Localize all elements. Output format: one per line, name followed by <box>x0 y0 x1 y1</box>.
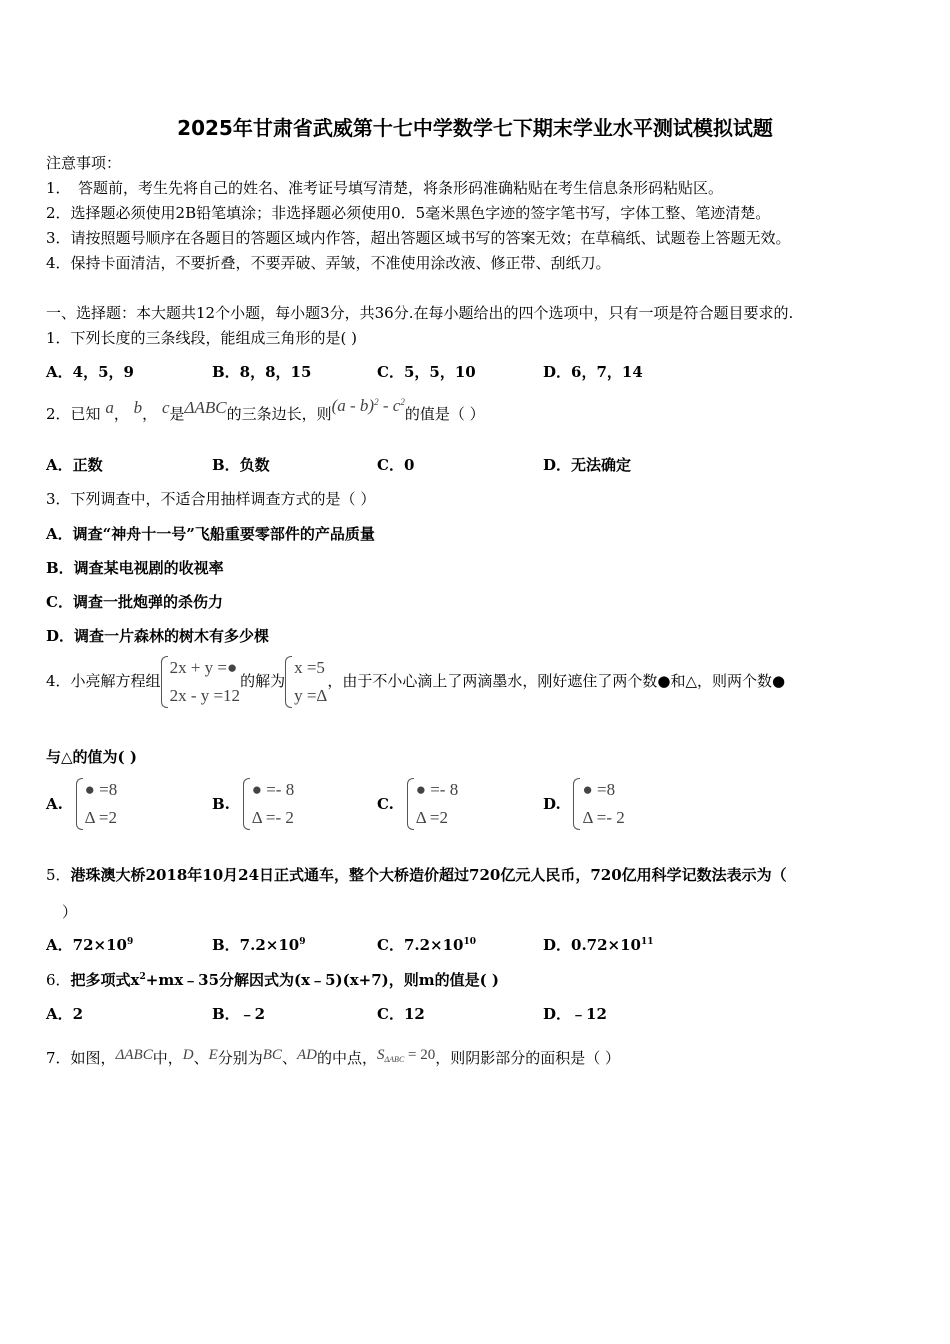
area-sub: ΔABC <box>384 1055 405 1064</box>
point-e: E <box>208 1047 218 1063</box>
option-label: D. <box>543 795 561 813</box>
q6-option-d[interactable]: D．﹣12 <box>543 1005 607 1023</box>
segment-ad: AD <box>296 1047 317 1063</box>
q6-exp: 2 <box>139 972 146 982</box>
triangle-abc: ΔABC <box>115 1047 153 1063</box>
q4-option-d[interactable] <box>543 776 625 832</box>
question-text: 港珠澳大桥2018年10月24日正式通车，整个大桥造价超过720亿元人民币，720亿用科学记数法表示为（ <box>70 866 787 884</box>
q4-text-3: ，由于不小心滴上了两滴墨水，刚好遮住了两个数●和△，则两个数● <box>327 672 786 690</box>
brace-icon <box>573 778 580 830</box>
question-number: 4． <box>46 672 71 690</box>
solution-2: y =Δ <box>294 686 328 705</box>
q4-option-a[interactable] <box>46 776 117 832</box>
q2-option-b[interactable]: B．负数 <box>212 456 270 474</box>
expr-minus: - c <box>378 396 401 415</box>
q1-option-c[interactable]: C．5，5，10 <box>377 363 476 381</box>
notice-item-1: 1． 答题前，考生先将自己的姓名、准考证号填写清楚，将条形码准确粘贴在考生信息条形码粘贴区。 <box>46 179 724 197</box>
option-label: A. <box>46 795 63 813</box>
option-row-1: ● =- 8 <box>415 780 459 799</box>
q2-text-3: 的三条边长，则 <box>226 405 332 423</box>
segment-bc: BC <box>262 1047 282 1063</box>
question-text: 下列调查中，不适合用抽样调查方式的是（ ） <box>70 490 376 508</box>
question-5 <box>46 864 787 885</box>
expression <box>332 396 405 415</box>
question-number: 2． <box>46 405 71 423</box>
option-label: B. <box>212 795 230 813</box>
q5-line-2: ） <box>62 903 78 921</box>
q2-text-4: 的值是（ ） <box>404 405 485 423</box>
notice-item-4: 4．保持卡面清洁，不要折叠，不要弄破、弄皱，不准使用涂改液、修正带、刮纸刀。 <box>46 254 611 272</box>
q2-option-c[interactable]: C．0 <box>377 456 415 474</box>
q4-text-4: 与△的值为( ) <box>46 748 137 766</box>
option-row-1: ● =- 8 <box>251 780 295 799</box>
q5-option-b[interactable] <box>212 934 305 955</box>
q2-option-d[interactable]: D．无法确定 <box>543 456 632 474</box>
q6-option-b[interactable]: B．﹣2 <box>212 1005 266 1023</box>
question-4 <box>46 654 785 710</box>
q2-sep-2: ， <box>142 405 158 423</box>
q6-text-1: 把多项式x <box>70 971 140 989</box>
notice-heading: 注意事项： <box>46 154 122 172</box>
q3-option-a[interactable]: A．调查“神舟十一号”飞船重要零部件的产品质量 <box>46 525 375 543</box>
q2-sep-1: ， <box>113 405 129 423</box>
option-row-2: Δ =- 2 <box>251 808 294 827</box>
q3-option-c[interactable]: C．调查一批炮弹的杀伤力 <box>46 593 223 611</box>
option-system <box>76 776 118 832</box>
question-text: 下列长度的三条线段，能组成三角形的是( ) <box>70 329 358 347</box>
option-label: C. <box>377 795 394 813</box>
q4-text-1: 小亮解方程组 <box>70 672 161 690</box>
q3-option-b[interactable]: B．调查某电视剧的收视率 <box>46 559 224 577</box>
q4-option-b[interactable] <box>212 776 294 832</box>
point-d: D <box>182 1047 194 1063</box>
q2-text-1: 已知 <box>70 405 101 423</box>
brace-icon <box>407 778 414 830</box>
q5-option-d[interactable] <box>543 934 654 955</box>
option-system <box>243 776 295 832</box>
brace-icon <box>76 778 83 830</box>
equation-2: 2x - y =12 <box>169 686 241 705</box>
q3-option-d[interactable]: D．调查一片森林的树木有多少棵 <box>46 627 270 645</box>
question-2 <box>46 396 485 429</box>
option-row-2: Δ =2 <box>84 808 117 827</box>
expr-exp2: 2 <box>400 397 405 407</box>
equation-1: 2x + y =● <box>169 658 238 677</box>
brace-icon <box>285 656 292 708</box>
option-base: B．7.2×10 <box>212 936 300 954</box>
question-number: 1． <box>46 329 71 347</box>
q6-option-a[interactable]: A．2 <box>46 1005 84 1023</box>
option-base: D．0.72×10 <box>543 936 641 954</box>
equation-system <box>161 654 241 710</box>
option-system <box>573 776 624 832</box>
question-3 <box>46 488 375 509</box>
area-s: S <box>376 1047 385 1063</box>
solution-1: x =5 <box>294 658 325 677</box>
var-a: a <box>105 398 114 417</box>
area-value: = 20 <box>404 1047 436 1063</box>
option-exp: 9 <box>299 937 306 947</box>
notice-item-2: 2．选择题必须使用2B铅笔填涂；非选择题必须使用0．5毫米黑色字迹的签字笔书写，字体工整、笔迹清楚。 <box>46 204 771 222</box>
q7-text-2: 中， <box>152 1049 183 1067</box>
expr-base: (a - b) <box>331 396 375 415</box>
question-number: 6． <box>46 971 71 989</box>
brace-icon <box>161 656 168 708</box>
q5-option-c[interactable] <box>377 934 476 955</box>
q4-option-c[interactable] <box>377 776 458 832</box>
triangle-abc: ΔABC <box>184 398 227 417</box>
q4-text-2: 的解为 <box>240 672 286 690</box>
var-c: c <box>161 398 170 417</box>
q1-option-a[interactable]: A．4，5，9 <box>46 363 134 381</box>
question-6 <box>46 969 499 990</box>
q7-sep: 、 <box>193 1049 209 1067</box>
section-heading: 一、选择题：本大题共12个小题，每小题3分，共36分.在每小题给出的四个选项中，只有一项是符合题目要求的. <box>46 304 794 322</box>
option-exp: 9 <box>126 937 134 947</box>
notice-item-3: 3．请按照题号顺序在各题目的答题区域内作答，超出答题区域书写的答案无效；在草稿纸、试题卷上答题无效。 <box>46 229 791 247</box>
option-system <box>407 776 459 832</box>
option-base: C．7.2×10 <box>377 936 464 954</box>
q6-text-2: +mx﹣35分解因式为(x﹣5)(x+7)，则m的值是( ) <box>145 971 500 989</box>
var-b: b <box>133 398 143 417</box>
option-row-2: Δ =- 2 <box>582 808 625 827</box>
brace-icon <box>243 778 250 830</box>
q7-sep-2: 、 <box>281 1049 297 1067</box>
expr-exp: 2 <box>374 397 379 407</box>
solution-system <box>285 654 327 710</box>
q7-text-5: ，则阴影部分的面积是（ ） <box>435 1049 621 1067</box>
option-exp: 10 <box>463 937 477 947</box>
q1-option-d[interactable]: D．6，7，14 <box>543 363 643 381</box>
question-1 <box>46 327 357 348</box>
question-number: 7． <box>46 1049 71 1067</box>
question-number: 3． <box>46 490 71 508</box>
option-exp: 11 <box>640 937 654 947</box>
question-number: 5． <box>46 866 71 884</box>
option-base: A．72×10 <box>46 936 127 954</box>
page-title: 2025年甘肃省武威第十七中学数学七下期末学业水平测试模拟试题 <box>177 116 773 140</box>
q1-option-b[interactable]: B．8，8，15 <box>212 363 312 381</box>
q2-text-2: 是 <box>169 405 185 423</box>
q5-option-a[interactable] <box>46 934 133 955</box>
question-7 <box>46 1045 620 1072</box>
option-row-1: ● =8 <box>582 780 616 799</box>
area-expression <box>377 1047 435 1063</box>
q7-text-4: 的中点， <box>316 1049 377 1067</box>
q2-option-a[interactable]: A．正数 <box>46 456 103 474</box>
option-row-2: Δ =2 <box>415 808 449 827</box>
q7-text-3: 分别为 <box>217 1049 263 1067</box>
option-row-1: ● =8 <box>84 780 118 799</box>
q6-option-c[interactable]: C．12 <box>377 1005 425 1023</box>
q7-text-1: 如图， <box>70 1049 116 1067</box>
